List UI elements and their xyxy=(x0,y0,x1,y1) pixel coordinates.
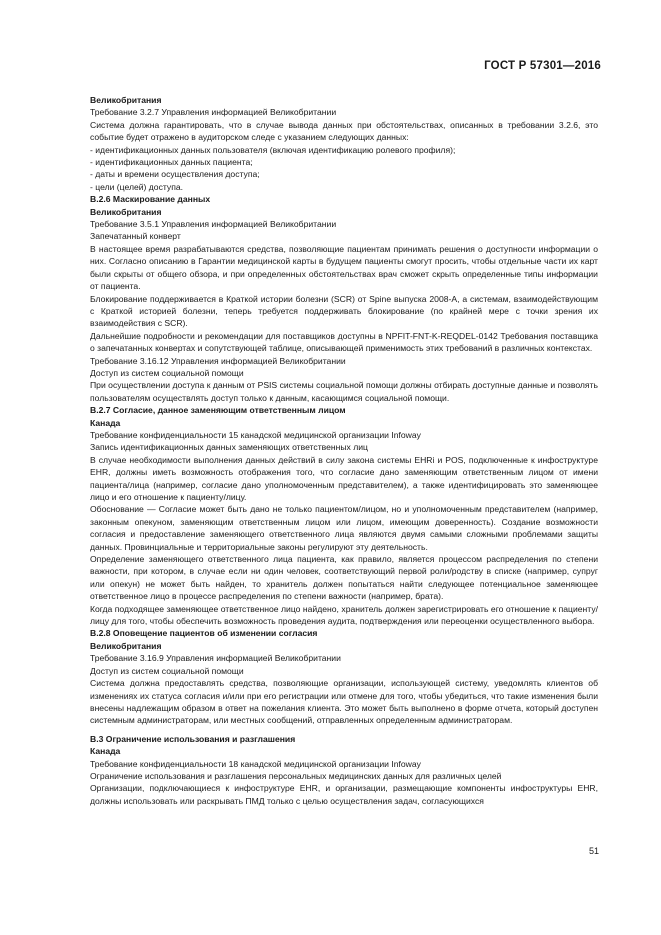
paragraph: Требование 3.16.9 Управления информацией Великобритании xyxy=(90,653,341,664)
paragraph: Система должна предоставлять средства, позволяющие организации, использующей систему, уведомлять клиентов об изменениях их статуса согласия и/или при его регистрации или отмене для того, чтобы убедиться, что такие изменения были внесены надлежащим образом в ответ на пожелания клиента. Это может быть выполнено в форме отчета, который доступен системным администраторам, или местных сообщений, отправленных определенным администраторам. xyxy=(90,678,598,726)
page-number: 51 xyxy=(588,846,599,856)
paragraph: При осуществлении доступа к данным от PSIS системы социальной помощи должны отбирать доступные данные и позволять пользователям осуществлять доступ только к данным, касающимся социальной помощи. xyxy=(90,380,598,403)
paragraph: В настоящее время разрабатываются средства, позволяющие пациентам принимать решения о доступности информации о них. Согласно описанию в Гарантии медицинской карты в будущем пациенты смогут просить, чтобы отдельные части их карт были скрыты от общего обзора, и при определенных обстоятельствах врач сможет скрыть определенные типы информации от пациента. xyxy=(90,243,598,292)
section-heading: Великобритания xyxy=(90,640,162,651)
section-heading: В.3 Ограничение использования и разглашения xyxy=(90,733,296,744)
paragraph: - идентификационных данных пользователя (включая идентификацию ролевого профиля); xyxy=(90,144,456,155)
paragraph: Определение заменяющего ответственного лица пациента, как правило, является процессом распределения по степени важности, при котором, в случае если ни один человек, соответствующий первой роли/родству в списке (например, супруг или опекун) не может быть найден, то хранитель должен попытаться найти следующее потенциальное заменяющее ответственное лицо в процессе распределения по степени важности (например, брата). xyxy=(90,554,598,602)
section-heading: Великобритания xyxy=(90,95,162,105)
paragraph: В случае необходимости выполнения данных действий в силу закона системы EHRi и POS, подключенные к инфоструктуре EHR, должны иметь возможность отображения того, что согласие дано заменяющим ответственным лицом от имени пациента/лица (например, согласие дано уполномоченным представителем), а также идентифицировать это заменяющее лицо и его отношение к пациенту/лицу. xyxy=(90,454,598,502)
section-heading: В.2.6 Маскирование данных xyxy=(90,194,211,205)
paragraph: Блокирование поддерживается в Краткой истории болезни (SCR) от Spine выпуска 2008-А, а системам, взаимодействующим с Краткой историей болезни, теперь требуется поддерживать блокирование (по крайней мере с точки зрения их взаимодействия с SCR). xyxy=(90,293,598,329)
paragraph: Дальнейшие подробности и рекомендации для поставщиков доступны в NPFIT-FNT-K-REQDEL-0142 Требования поставщика о запечатанных конвертах и сопутствующей таблице, описывающей применимость этих требований в различных контекстах. xyxy=(90,330,598,354)
paragraph: Требование 3.5.1 Управления информацией Великобритании xyxy=(90,219,337,230)
paragraph: Запечатанный конверт xyxy=(90,231,181,242)
paragraph: Требование конфиденциальности 15 канадской медицинской организации Infoway xyxy=(90,429,421,440)
section-heading: Канада xyxy=(90,417,121,428)
section-heading: Великобритания xyxy=(90,206,162,217)
section-heading: Канада xyxy=(90,746,121,757)
paragraph: Требование 3.16.12 Управления информацией Великобритании xyxy=(90,355,346,366)
document-header: ГОСТ Р 57301—2016 xyxy=(484,60,601,72)
paragraph: Ограничение использования и разглашения персональных медицинских данных для различных целей xyxy=(90,770,502,781)
paragraph: Система должна гарантировать, что в случае вывода данных при обстоятельствах, описанных в требовании 3.2.6, это событие будет отражено в аудиторском следе с указанием следующих данных: xyxy=(90,119,598,143)
paragraph: Доступ из систем социальной помощи xyxy=(90,367,244,378)
paragraph: - даты и времени осуществления доступа; xyxy=(90,169,260,180)
paragraph: Доступ из систем социальной помощи xyxy=(90,665,244,676)
paragraph: Запись идентификационных данных заменяющих ответственных лиц xyxy=(90,442,368,453)
section-heading: В.2.7 Согласие, данное заменяющим ответственным лицом xyxy=(90,405,346,416)
paragraph: Требование 3.2.7 Управления информацией Великобритании xyxy=(90,107,337,118)
paragraph: Когда подходящее заменяющее ответственное лицо найдено, хранитель должен зарегистрировать его отношение к пациенту/лицу для того, чтобы обеспечить возможность проведения аудита, подтверждения или переоценки осуществленного выбора. xyxy=(90,603,598,627)
paragraph: - цели (целей) доступа. xyxy=(90,181,184,192)
paragraph: Организации, подключающиеся к инфоструктуре EHR, и организации, размещающие компоненты инфоструктуры EHR, должны использовать или раскрывать ПМД только с целью осуществления задач, согласующихся xyxy=(90,783,598,806)
paragraph: - идентификационных данных пациента; xyxy=(90,157,253,168)
paragraph: Требование конфиденциальности 18 канадской медицинской организации Infoway xyxy=(90,758,421,769)
paragraph: Обоснование — Согласие может быть дано не только пациентом/лицом, но и уполномоченным представителем (например, законным опекуном, заменяющим ответственным лицом или лицом, имеющим доверенность). Создание возможности согласия и предоставление заменяющего ответственного лица являются двумя самыми сложными проблемами защиты данных. Провинциальные и территориальные законы регулируют эту деятельность. xyxy=(90,504,598,552)
document-body xyxy=(90,94,598,807)
section-heading: В.2.8 Оповещение пациентов об изменении согласия xyxy=(90,628,318,639)
